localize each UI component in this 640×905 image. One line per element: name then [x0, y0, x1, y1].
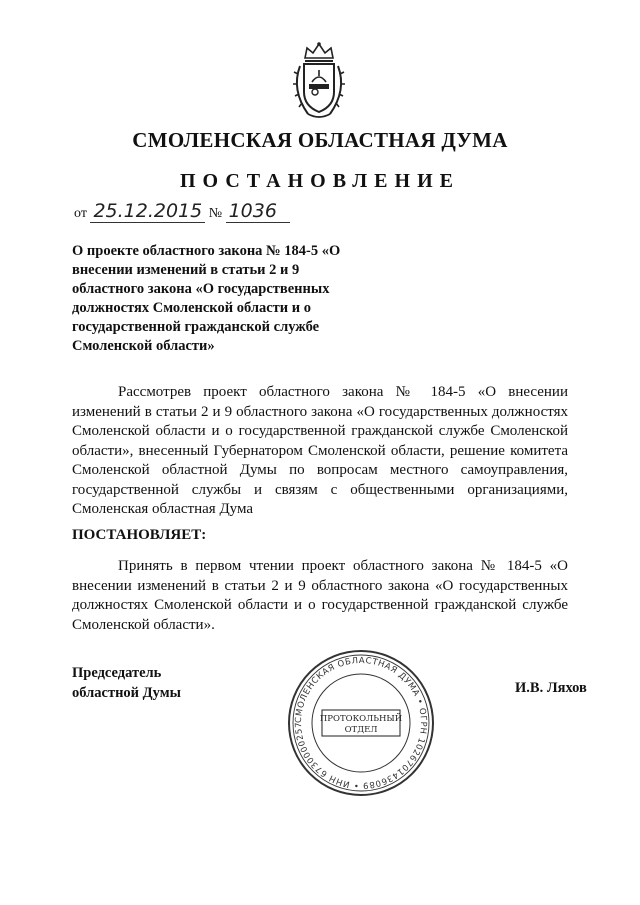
document-subject: О проекте областного закона № 184-5 «О внесении изменений в статьи 2 и 9 областного закона «О государственных должностях Смоленской области и о государственной гражданской службе Смоленской области»: [72, 243, 341, 354]
date-value: 25.12.2015: [90, 200, 205, 223]
date-label: от: [74, 206, 87, 221]
registration-line: [74, 200, 290, 223]
seal-inner-text-2: ОТДЕЛ: [344, 725, 378, 735]
signatory-position: [72, 663, 181, 703]
document-type-heading: ПОСТАНОВЛЕНИЕ: [180, 170, 460, 192]
resolution-paragraph: Принять в первом чтении проект областного закона № 184-5 «О внесении изменений в статьи 2 и 9 областного закона «О государственных должностях Смоленской области и о государственной гражданской службе Смоленской области».: [72, 558, 568, 633]
number-label: №: [208, 206, 223, 221]
position-line-1: Председатель: [72, 665, 162, 681]
signatory-name: И.В. Ляхов: [515, 680, 587, 696]
preamble-paragraph: Рассмотрев проект областного закона № 184-5 «О внесении изменений в статьи 2 и 9 областного закона «О государственных должностях Смоленской области и о государственной гражданской службе Смоленской области», внесенный Губернатором Смоленской области, решение комитета Смоленской областной Думы по вопросам местного самоуправления, государственной службы и связям с общественными организациями, Смоленская областная Дума: [72, 384, 568, 517]
official-seal-stamp: [284, 646, 438, 800]
organization-title: СМОЛЕНСКАЯ ОБЛАСТНАЯ ДУМА: [132, 128, 508, 152]
position-line-2: областной Думы: [72, 685, 181, 701]
number-value: 1036: [226, 200, 290, 223]
coat-of-arms-icon: [288, 40, 350, 122]
resolves-label: ПОСТАНОВЛЯЕТ:: [72, 527, 207, 543]
seal-inner-text: ПРОТОКОЛЬНЫЙ: [319, 714, 403, 724]
seal-outer-text: СМОЛЕНСКАЯ ОБЛАСТНАЯ ДУМА • ОГРН 1026701436089 • ИНН 6730000257: [293, 655, 429, 791]
